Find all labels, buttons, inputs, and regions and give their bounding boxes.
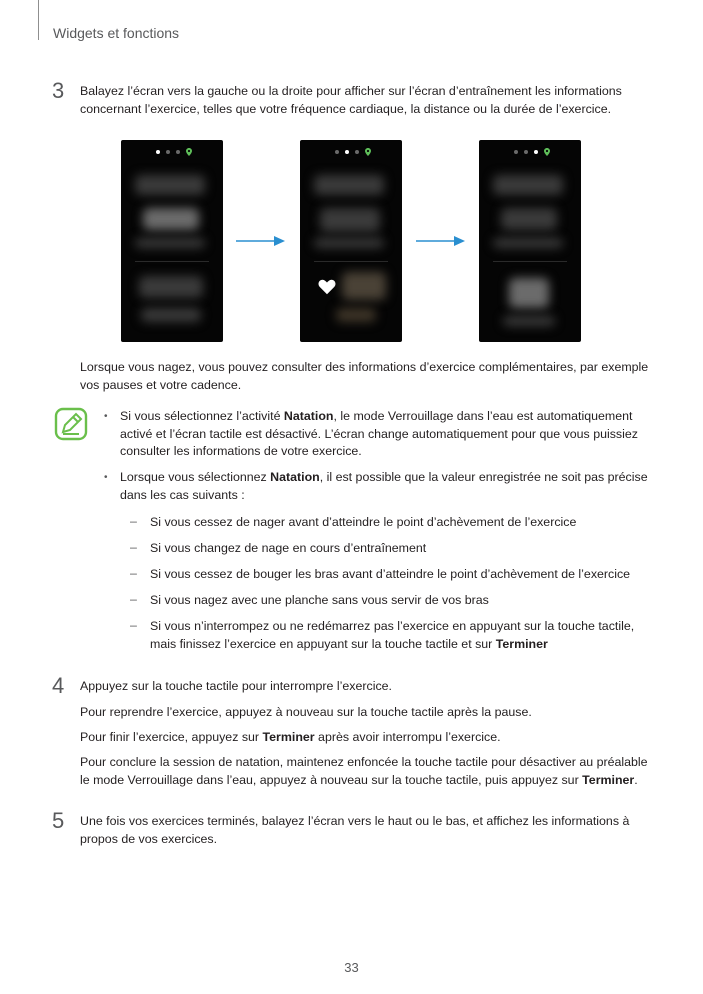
blurred-value	[509, 278, 549, 308]
divider	[135, 261, 209, 262]
step-4-swim-finish: Pour conclure la session de natation, maintenez enfoncée la touche tactile pour désactiver au préalable le mode Verrouillage dans l’eau, appuyez à nouveau sur la touche tactile, puis appuyez sur Terminer.	[80, 755, 648, 787]
arrow-right-icon	[236, 234, 286, 248]
case-item: – Si vous cessez de bouger les bras avant d’atteindre le point d’achèvement de l’exercice	[130, 566, 631, 581]
page-indicator	[300, 148, 402, 156]
bullet-icon: •	[104, 411, 108, 422]
divider	[314, 261, 388, 262]
location-pin-icon	[544, 148, 550, 156]
page-dot	[335, 150, 339, 154]
dash-icon: –	[130, 514, 137, 528]
blurred-value	[342, 272, 386, 300]
arrow-right-icon	[416, 234, 466, 248]
note-bullet-1: • Si vous sélectionnez l’activité Natation, le mode Verrouillage dans l’eau est automatiquement activé et l’écran tactile est désactivé. L’écran change automatiquement pour que vous puissiez consulter les informations de votre exercice.	[104, 409, 638, 458]
page-indicator	[121, 148, 223, 156]
case-item: – Si vous n’interrompez ou ne redémarrez pas l’exercice en appuyant sur la touche tactile, mais finissez l’exercice en appuyant sur la touche tactile et sur Terminer	[130, 618, 635, 651]
blurred-content	[135, 175, 205, 195]
step-number-3: 3	[52, 78, 65, 103]
location-pin-icon	[365, 148, 371, 156]
page-dot	[534, 150, 538, 154]
case-item: – Si vous changez de nage en cours d’entraînement	[130, 540, 427, 555]
step-4-text: Appuyez sur la touche tactile pour interrompre l’exercice.	[80, 679, 392, 693]
blurred-content	[135, 238, 205, 248]
heart-icon	[318, 278, 336, 296]
note-icon	[54, 407, 88, 441]
page-dot	[345, 150, 349, 154]
page-dot	[176, 150, 180, 154]
step-5-text: Une fois vos exercices terminés, balayez l’écran vers le haut ou le bas, et affichez les informations à propos de vos exercices.	[80, 814, 630, 846]
blurred-content	[139, 276, 203, 298]
blurred-content	[493, 238, 563, 248]
blurred-content	[493, 175, 563, 195]
blurred-content	[336, 308, 376, 322]
blurred-content	[314, 238, 384, 248]
case-item: – Si vous cessez de nager avant d’atteindre le point d’achèvement de l’exercice	[130, 514, 577, 529]
page-dot	[514, 150, 518, 154]
page-dot	[166, 150, 170, 154]
swim-note-text: Lorsque vous nagez, vous pouvez consulter des informations d’exercice complémentaires, par exemple vos pauses et votre cadence.	[80, 360, 649, 392]
blurred-content	[314, 175, 384, 195]
blurred-content	[141, 308, 201, 322]
case-item: – Si vous nagez avec une planche sans vous servir de vos bras	[130, 592, 489, 607]
page-indicator	[479, 148, 581, 156]
step-4-resume: Pour reprendre l’exercice, appuyez à nouveau sur la touche tactile après la pause.	[80, 705, 532, 719]
page-number: 33	[344, 960, 359, 975]
section-title: Widgets et fonctions	[53, 25, 180, 41]
watch-screen-1	[121, 140, 223, 342]
dash-icon: –	[130, 592, 137, 606]
blurred-value	[320, 208, 380, 232]
blurred-value	[501, 208, 557, 230]
watch-screen-3	[479, 140, 581, 342]
blurred-content	[503, 316, 555, 326]
divider	[493, 261, 567, 262]
watch-screen-2	[300, 140, 402, 342]
bullet-icon: •	[104, 472, 108, 483]
step-number-4: 4	[52, 673, 65, 698]
blurred-value	[143, 208, 199, 230]
location-pin-icon	[186, 148, 192, 156]
dash-icon: –	[130, 540, 137, 554]
step-4-finish: Pour finir l’exercice, appuyez sur Terminer après avoir interrompu l’exercice.	[80, 730, 501, 744]
dash-icon: –	[130, 566, 137, 580]
step-number-5: 5	[52, 808, 65, 833]
page-dot	[524, 150, 528, 154]
dash-icon: –	[130, 618, 137, 632]
step-3-text: Balayez l’écran vers la gauche ou la droite pour afficher sur l’écran d’entraînement les informations concernant l’exercice, telles que votre fréquence cardiaque, la distance ou la durée de l’exercice.	[80, 84, 622, 116]
header-rule	[38, 0, 39, 40]
page-dot	[156, 150, 160, 154]
note-bullet-2: • Lorsque vous sélectionnez Natation, il est possible que la valeur enregistrée ne soit pas précise dans les cas suivants :	[104, 470, 648, 502]
page-dot	[355, 150, 359, 154]
